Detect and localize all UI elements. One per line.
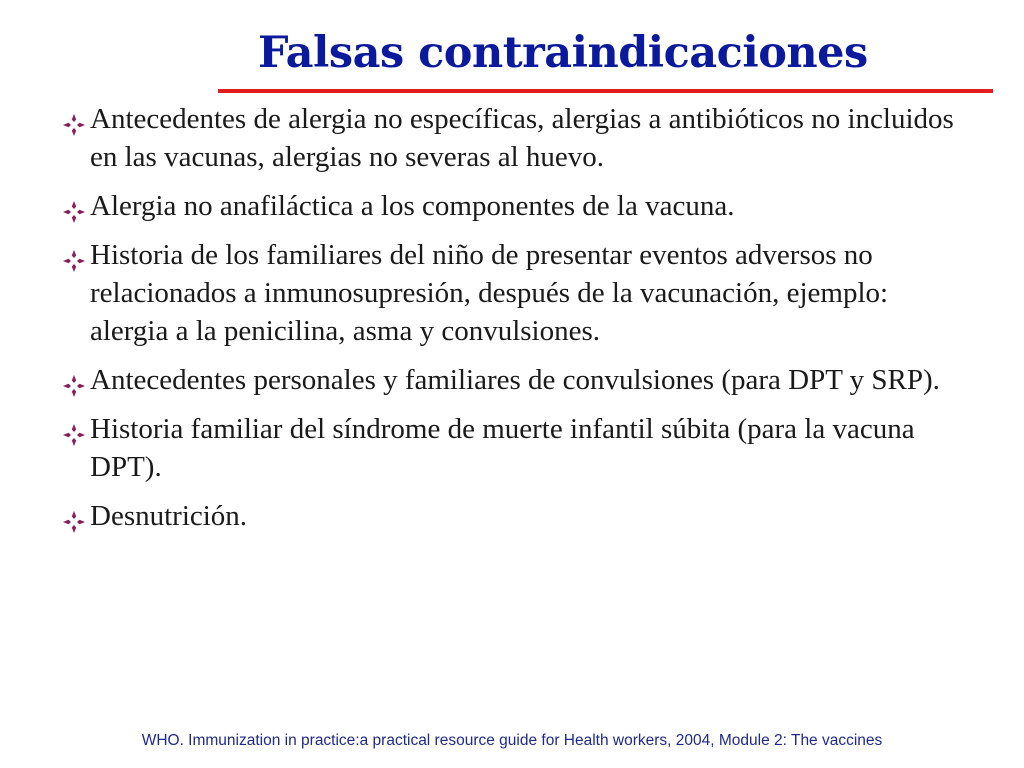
bullet-text: Historia de los familiares del niño de presentar eventos adversos no relacionados a inmunosupresión, después de la vacunación, ejemplo: alergia a la penicilina, asma y convulsiones. [90, 239, 889, 347]
bullet-text: Historia familiar del síndrome de muerte infantil súbita (para la vacuna DPT). [90, 413, 915, 483]
title-underline [218, 89, 993, 93]
diamond-star-bullet-icon [62, 200, 86, 224]
diamond-star-bullet-icon [62, 374, 86, 398]
bullet-item [62, 497, 962, 535]
bullet-item [62, 410, 962, 486]
diamond-star-bullet-icon [62, 423, 86, 447]
diamond-star-bullet-icon [62, 249, 86, 273]
bullet-text: Antecedentes personales y familiares de convulsiones (para DPT y SRP). [90, 364, 940, 396]
diamond-star-bullet-icon [62, 510, 86, 534]
bullet-item [62, 100, 962, 176]
footer-citation: WHO. Immunization in practice:a practical resource guide for Health workers, 2004, Module 2: The vaccines [141, 732, 883, 749]
bullet-list [62, 100, 962, 535]
bullet-item [62, 187, 962, 225]
diamond-star-bullet-icon [62, 113, 86, 137]
bullet-text: Desnutrición. [90, 500, 248, 532]
slide-title: Falsas contraindicaciones [258, 28, 868, 78]
bullet-text: Antecedentes de alergia no específicas, alergias a antibióticos no incluidos en las vacunas, alergias no severas al huevo. [90, 103, 954, 173]
bullet-item [62, 236, 962, 350]
bullet-item [62, 361, 962, 399]
bullet-text: Alergia no anafiláctica a los componentes de la vacuna. [90, 190, 735, 222]
